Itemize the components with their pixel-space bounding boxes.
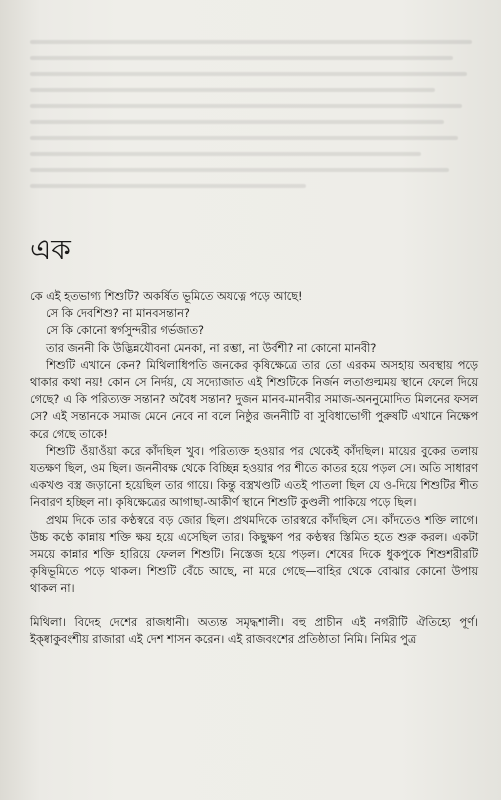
paragraph: শিশুটি ওঁয়াওঁয়া করে কাঁদছিল খুব। পরিত্যক্ত হওয়ার পর থেকেই কাঁদছিল। মায়ের বুকের তলায় যতক্ষণ ছিল, ওম ছিল। জননীবক্ষ থেকে বিচ্ছিন্ন হওয়ার পর শীতে কাতর হয়ে পড়ল সে। অতি সাধারণ একখণ্ড বস্ত্র জড়ানো হয়েছিল তার গায়ে। কিন্তু বস্ত্রখণ্ডটি এতই পাতলা ছিল যে ও-দিয়ে শিশুটির শীত নিবারণ হচ্ছিল না। কৃষিক্ষেত্রের আগাছা-আকীর্ণ স্থানে শিশুটি কুণ্ডলী পাকিয়ে পড়ে ছিল।	[30, 444, 478, 510]
paragraph: সে কি কোনো স্বর্গসুন্দরীর গর্ভজাত?	[46, 324, 205, 338]
paragraph: মিথিলা। বিদেহ দেশের রাজধানী। অত্যন্ত সমৃদ্ধশালী। বহু প্রাচীন এই নগরীটি ঐতিহ্যে পূর্ণ। ইক্ষ্বাকুবংশীয় রাজারা এই দেশ শাসন করেন। এই রাজবংশের প্রতিষ্ঠাতা নিমি। নিমির পুত্র	[30, 615, 478, 646]
chapter-title: এক	[30, 233, 71, 266]
paragraph: প্রথম দিকে তার কণ্ঠস্বরে বড় জোর ছিল। প্রথমদিকে তারস্বরে কাঁদছিল সে। কাঁদতেও শক্তি লাগে। উচ্চ কণ্ঠে কান্নায় শক্তি ক্ষয় হয়ে এসেছিল তার। কিছুক্ষণ পর কণ্ঠস্বর স্তিমিত হতে শুরু করল। একটা সময়ে কান্নার শক্তি হারিয়ে ফেলল শিশুটি। নিস্তেজ হয়ে পড়ল। শেষের দিকে ধুকপুকে শিশুশরীরটি কৃষিভূমিতে পড়ে থাকল। শিশুটি বেঁচে আছে, না মরে গেছে—বাহির থেকে বোঝার কোনো উপায় থাকল না।	[30, 513, 478, 596]
bleed-through-text	[30, 40, 490, 240]
paragraph: কে এই হতভাগ্য শিশুটি? অকর্ষিত ভূমিতে অযত্নে পড়ে আছে!	[30, 290, 303, 303]
chapter-body	[30, 288, 478, 648]
paragraph: সে কি দেবশিশু? না মানবসন্তান?	[46, 307, 190, 321]
section-break	[30, 598, 478, 614]
paragraph: শিশুটি এখানে কেন? মিথিলাধিপতি জনকের কৃষিক্ষেত্রে তার তো এরকম অসহায় অবস্থায় পড়ে থাকার কথা নয়! কোন সে নির্দয়, যে সদ্যোজাত এই শিশুটিকে নির্জন লতাগুল্মময় স্থানে ফেলে দিয়ে গেছে? এ কি পরিত্যক্ত সন্তান? অবৈধ সন্তান? দুজন মানব-মানবীর সমাজ-অননুমোদিত মিলনের ফসল সে? এই সন্তানকে সমাজ মেনে নেবে না বলে নিষ্ঠুর জননীটি বা সুবিধাভোগী পুরুষটি এখানে নিক্ষেপ করে গেছে তাকে!	[30, 358, 478, 441]
paragraph: তার জননী কি উদ্ভিন্নযৌবনা মেনকা, না রম্ভা, না উর্বশী? না কোনো মানবী?	[46, 341, 377, 355]
